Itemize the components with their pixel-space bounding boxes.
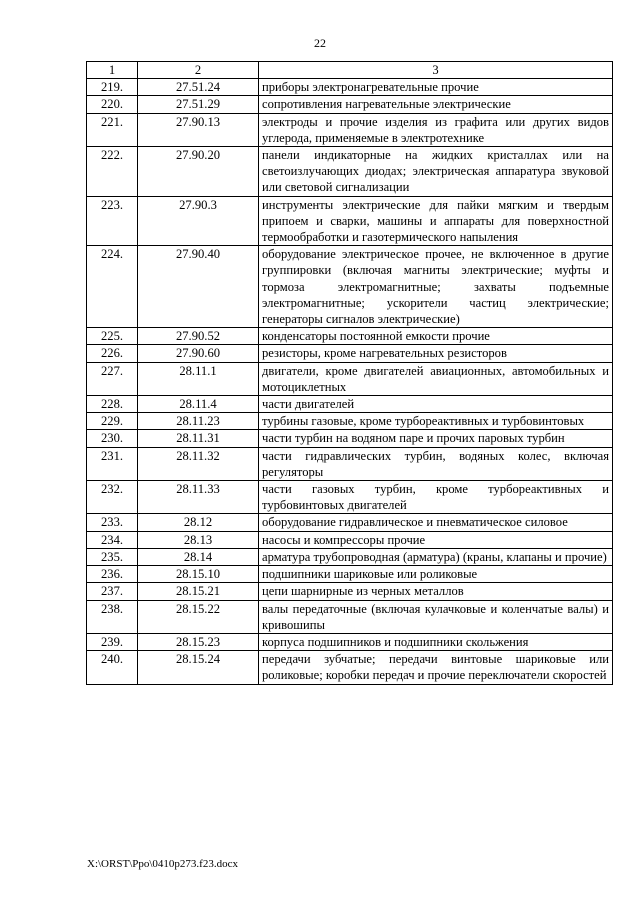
row-number-cell: 223.	[87, 196, 138, 246]
okpd-code-cell: 28.11.23	[138, 413, 259, 430]
row-number-cell: 225.	[87, 328, 138, 345]
okpd-code-cell: 27.90.52	[138, 328, 259, 345]
column-header-1: 1	[87, 62, 138, 79]
okpd-code-cell: 28.11.32	[138, 447, 259, 480]
okpd-code-cell: 27.51.24	[138, 79, 259, 96]
row-number-cell: 227.	[87, 362, 138, 395]
row-number-cell: 240.	[87, 651, 138, 684]
description-cell: сопротивления нагревательные электрические	[259, 96, 613, 113]
description-cell: подшипники шариковые или роликовые	[259, 566, 613, 583]
okpd-code-cell: 27.90.40	[138, 246, 259, 328]
row-number-cell: 221.	[87, 113, 138, 146]
table-row	[87, 413, 613, 430]
description-cell: насосы и компрессоры прочие	[259, 531, 613, 548]
okpd-code-cell: 28.15.23	[138, 633, 259, 650]
description-cell: конденсаторы постоянной емкости прочие	[259, 328, 613, 345]
column-header-2: 2	[138, 62, 259, 79]
row-number-cell: 222.	[87, 147, 138, 197]
row-number-cell: 228.	[87, 396, 138, 413]
row-number-cell: 220.	[87, 96, 138, 113]
description-cell: передачи зубчатые; передачи винтовые шариковые или роликовые; коробки передач и прочие переключатели скоростей	[259, 651, 613, 684]
okpd-code-cell: 28.11.31	[138, 430, 259, 447]
okpd-code-cell: 28.15.10	[138, 566, 259, 583]
row-number-cell: 232.	[87, 481, 138, 514]
row-number-cell: 236.	[87, 566, 138, 583]
row-number-cell: 233.	[87, 514, 138, 531]
table-row	[87, 566, 613, 583]
okpd-code-cell: 27.90.3	[138, 196, 259, 246]
description-cell: оборудование электрическое прочее, не включенное в другие группировки (включая магниты электрические; муфты и тормоза электромагнитные; захваты подъемные электромагнитные; ускорители частиц электрические; генераторы сигналов электрические)	[259, 246, 613, 328]
table-row	[87, 481, 613, 514]
row-number-cell: 226.	[87, 345, 138, 362]
okpd-code-cell: 27.90.60	[138, 345, 259, 362]
description-cell: части двигателей	[259, 396, 613, 413]
okpd-code-cell: 28.11.1	[138, 362, 259, 395]
row-number-cell: 219.	[87, 79, 138, 96]
table-row	[87, 651, 613, 684]
table-row	[87, 600, 613, 633]
row-number-cell: 235.	[87, 548, 138, 565]
table-row	[87, 548, 613, 565]
okpd-code-cell: 27.51.29	[138, 96, 259, 113]
description-cell: корпуса подшипников и подшипники скольжения	[259, 633, 613, 650]
okpd-code-cell: 27.90.20	[138, 147, 259, 197]
description-cell: инструменты электрические для пайки мягким и твердым припоем и сварки, машины и аппараты для поверхностной термообработки и газотермического напыления	[259, 196, 613, 246]
description-cell: приборы электронагревательные прочие	[259, 79, 613, 96]
footer-file-path: X:\ORST\Ppo\0410p273.f23.docx	[87, 858, 238, 870]
description-cell: двигатели, кроме двигателей авиационных, автомобильных и мотоциклетных	[259, 362, 613, 395]
table-row	[87, 246, 613, 328]
row-number-cell: 239.	[87, 633, 138, 650]
table-row	[87, 328, 613, 345]
table-row	[87, 396, 613, 413]
okpd-code-cell: 28.14	[138, 548, 259, 565]
description-cell: части гидравлических турбин, водяных колес, включая регуляторы	[259, 447, 613, 480]
table-row	[87, 633, 613, 650]
okpd-code-cell: 28.15.21	[138, 583, 259, 600]
table-header-row	[87, 62, 613, 79]
okpd-code-cell: 27.90.13	[138, 113, 259, 146]
okpd-code-cell: 28.13	[138, 531, 259, 548]
okpd-code-cell: 28.11.4	[138, 396, 259, 413]
table-row	[87, 345, 613, 362]
table-row	[87, 79, 613, 96]
description-cell: электроды и прочие изделия из графита или других видов углерода, применяемые в электротехнике	[259, 113, 613, 146]
table-row	[87, 514, 613, 531]
table-row	[87, 147, 613, 197]
table-row	[87, 196, 613, 246]
description-cell: части турбин на водяном паре и прочих паровых турбин	[259, 430, 613, 447]
okpd-code-cell: 28.12	[138, 514, 259, 531]
description-cell: оборудование гидравлическое и пневматическое силовое	[259, 514, 613, 531]
row-number-cell: 238.	[87, 600, 138, 633]
description-cell: панели индикаторные на жидких кристаллах или на светоизлучающих диодах; электрическая аппаратура звуковой или световой сигнализации	[259, 147, 613, 197]
description-cell: резисторы, кроме нагревательных резисторов	[259, 345, 613, 362]
column-header-3: 3	[259, 62, 613, 79]
row-number-cell: 237.	[87, 583, 138, 600]
description-cell: турбины газовые, кроме турбореактивных и турбовинтовых	[259, 413, 613, 430]
table-row	[87, 430, 613, 447]
description-cell: арматура трубопроводная (арматура) (краны, клапаны и прочие)	[259, 548, 613, 565]
page-number: 22	[314, 36, 326, 50]
okpd-code-cell: 28.15.22	[138, 600, 259, 633]
row-number-cell: 229.	[87, 413, 138, 430]
row-number-cell: 224.	[87, 246, 138, 328]
table-row	[87, 583, 613, 600]
description-cell: части газовых турбин, кроме турбореактивных и турбовинтовых двигателей	[259, 481, 613, 514]
row-number-cell: 234.	[87, 531, 138, 548]
table-row	[87, 96, 613, 113]
classification-table	[86, 61, 613, 685]
description-cell: валы передаточные (включая кулачковые и коленчатые валы) и кривошипы	[259, 600, 613, 633]
okpd-code-cell: 28.11.33	[138, 481, 259, 514]
row-number-cell: 230.	[87, 430, 138, 447]
okpd-code-cell: 28.15.24	[138, 651, 259, 684]
row-number-cell: 231.	[87, 447, 138, 480]
table-row	[87, 113, 613, 146]
table-row	[87, 531, 613, 548]
table-row	[87, 447, 613, 480]
description-cell: цепи шарнирные из черных металлов	[259, 583, 613, 600]
table-row	[87, 362, 613, 395]
